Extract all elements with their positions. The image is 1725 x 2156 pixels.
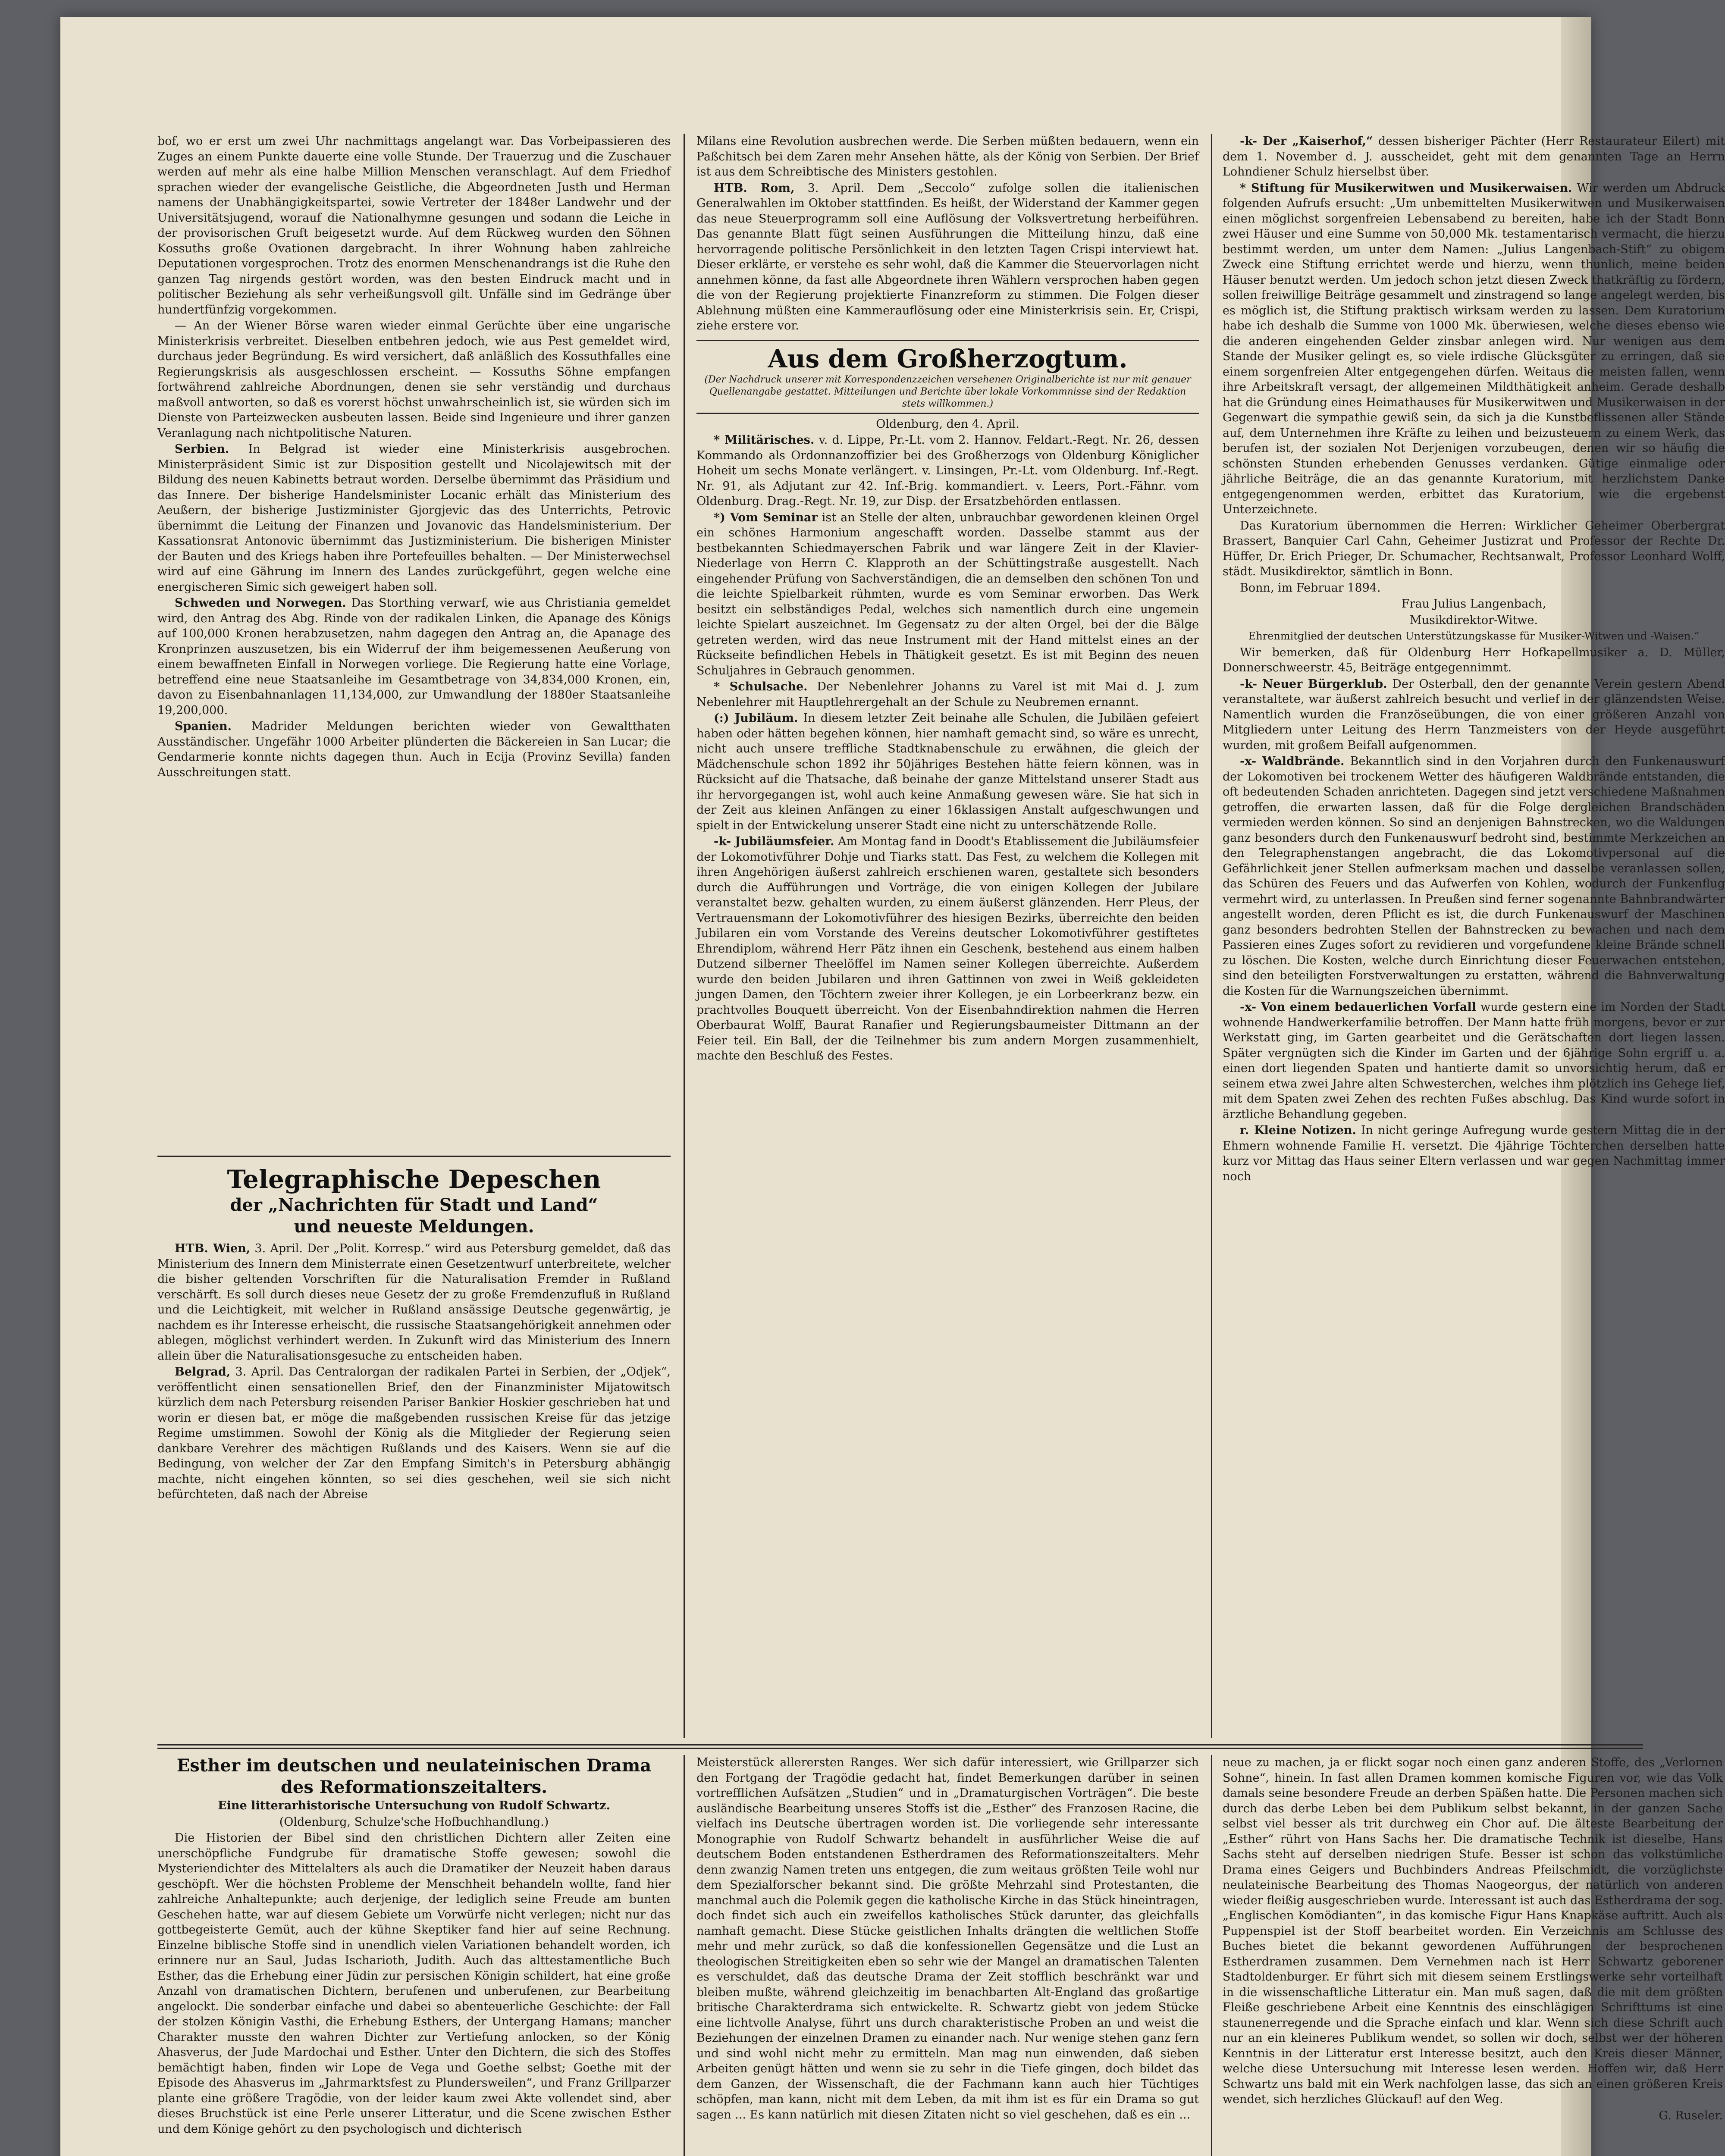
esther-title-2: des Reformationszeitalters. (280, 1777, 548, 1797)
serbien-paragraph (157, 442, 671, 595)
reprint-note: (Der Nachdruck unserer mit Korrespondenzzeichen versehenen Originalberichte ist nur mit genauer Quellenangabe gestattet. Mitteilungen und Berichte über lokale Vorkommnisse sind der Redaktion stets willkommen.) (704, 374, 1191, 409)
grossherzogtum-header (696, 340, 1199, 414)
jubilaeumsfeier-paragraph (696, 834, 1199, 1064)
milans-paragraph: Milans eine Revolution ausbrechen werde. Die Serben müßten bedauern, wenn ein Paßchitsch bei dem Zaren mehr Ansehen hätte, als der König von Serbien. Der Brief ist aus dem Schreibtische des Ministers gestohlen. (696, 135, 1199, 179)
vorfall-paragraph (1223, 1000, 1725, 1122)
dateline: Oldenburg, den 4. April. (876, 417, 1019, 431)
stiftung-signature: Frau Julius Langenbach, (1401, 597, 1546, 611)
esther-paragraph-3: neue zu machen, ja er flickt sogar noch einen ganz anderen Stoffe, des „Verlornen Sohne“, hinein. In fast allen Dramen kommen komische Figuren vor, wie das Volk damals seine besondere Freude an derben Späßen hatte. Die Personen machen sich durch das derbe Leben bei dem Publikum selbst bekannt, in der ganzen Sache selbst viel besser als trit durchweg ein Chor auf. Die älteste Bearbeitung der „Esther“ rührt von Hans Sachs her. Die dramatische Technik ist dieselbe, Hans Sachs steht auf derselben niedrigen Stufe. Besser ist schon das volkstümliche Drama eines Geigers und Buchbinders Andreas Pfeilschmidt, die vorzüglichste neulateinische Bearbeitung des Thomas Naogeorgus, der natürlich von anderen wieder fleißig ausgeschrieben wurde. Interessant ist auch das Estherdrama der sog. „Englischen Komödianten“, in das komische Figur Hans Knapkäse auftritt. Auch als Puppenspiel ist der Stoff bearbeitet worden. Ein Verzeichnis am Schlusse des Buches bietet die bekannt gewordenen Aufführungen der besprochenen Estherdramen zusammen. Dem Vernehmen nach ist Herr Schwartz geborener Stadtoldenburger. Er führt sich mit diesem seinem Erstlingswerke sehr vorteilhaft in die wissenschaftliche Litteratur ein. Man muß sagen, daß die mit dem größten Fleiße geschriebene Arbeit eine Kenntnis des einschlägigen Schrifttums ist eine staunenerregende und die Sprache einfach und klar. Wenn sich diese Schrift auch nur an ein kleineres Publikum wendet, so sollen wir doch, selbst wer der höheren Kenntnis in der Litteratur erst Interesse besitzt, auch den Kreis dieser Männer, welche diese Untersuchung mit Interesse lesen werden. Hoffen wir, daß Herr Schwartz uns bald mit ein Werk nachfolgen lasse, das sich an einen größeren Kreis wendet, sich herzliches Glückauf! auf den Weg. (1223, 1756, 1723, 2106)
esther-column-1 (157, 1755, 671, 2156)
spanien-paragraph (157, 719, 671, 780)
wien-text: 3. April. Der „Polit. Korresp.“ wird aus Petersburg gemeldet, daß das Ministerium des Innern dem Ministerrate einen Gesetzentwurf unterbreitete, welcher die bisher geltenden Vorschriften für die Naturalisation Fremder in Rußland verschärft. Es soll durch dieses neue Gesetz der zu große Fremdenzufluß in Rußland und die Leichtigkeit, mit welcher in Rußland ansässige Deutsche gegenwärtig, je nachdem es ihr Interesse erheischt, die russische Staatsangehörigkeit annehmen oder ablegen, möglichst verhindert werden. In Zukunft wird das Ministerium des Innern allein über die Naturalisationsgesuche zu entscheiden haben. (157, 1242, 671, 1363)
column-rule (684, 1755, 685, 2156)
buergerklub-text: Der Osterball, den der genannte Verein gestern Abend veranstaltete, war äußerst zahlreich besucht und verlief in der glänzendsten Weise. Namentlich wurden die Französeübungen, die von einer größeren Anzahl von Mitgliedern unter Leitung des Herrn Tanzmeisters von der Heyde ausgeführt wurden, mit großem Beifall aufgenommen. (1223, 677, 1725, 752)
kuratorium-paragraph: Das Kuratorium übernommen die Herren: Wirklicher Geheimer Oberbergrat Brassert, Banquier Carl Cahn, Geheimer Justizrat und Professor der Rechte Dr. Hüffer, Dr. Erich Prieger, Dr. Schumacher, Rechtsanwalt, Professor Leonhard Wolff, städt. Musikdirektor, sämtlich in Bonn. (1223, 519, 1725, 578)
telegraph-subtitle-2: und neueste Meldungen. (294, 1216, 534, 1237)
stiftung-paragraph (1223, 181, 1725, 517)
column-rule (684, 134, 685, 1738)
stiftung-heading: * Stiftung für Musikerwitwen und Musikerwaisen. (1240, 181, 1572, 195)
stiftung-date: Bonn, im Februar 1894. (1240, 581, 1381, 595)
waldbraende-heading: -x- Waldbrände. (1240, 755, 1345, 768)
telegraph-title: Telegraphische Depeschen (227, 1165, 601, 1194)
belgrad-text: 3. April. Das Centralorgan der radikalen Partei in Serbien, der „Odjek“, veröffentlicht einen sensationellen Brief, den der Finanzminister Mijatowitsch kürzlich dem nach Petersburg reisenden Pariser Bankier Hoskier geschrieben hat und worin er diesen bat, er möge die maßgebenden russischen Kreise für das jetzige Regime umstimmen. Sowohl der König als die Mitglieder der Regierung seien dankbare Verehrer des mächtigen Rußlands und des Kaisers. Wenn sie auf die Bedingung, von welcher der Zar den Empfang Simitch's in Petersburg abhängig machte, nicht eingehen könnten, so sei dies geschehen, weil sie sich nicht befürchteten, daß nach der Abreise (157, 1365, 671, 1501)
seminar-paragraph (696, 510, 1199, 679)
stiftung-signature-title: Musikdirektor-Witwe. (1409, 613, 1538, 627)
buergerklub-paragraph (1223, 677, 1725, 753)
jubilaeum-text: In diesem letzter Zeit beinahe alle Schulen, die Jubiläen gefeiert haben oder hätten begehen können, hier namhaft gemacht sind, so wäre es unrecht, nicht auch unsere treffliche Stadtknabenschule zu erwähnen, die gleich der Mädchenschule schon 1892 ihr 50jähriges Bestehen hätte feiern können, was in Rücksicht auf die Thatsache, daß beinahe der ganze Mittelstand unserer Stadt aus ihr hervorgegangen ist, wohl auch keine Anmaßung gewesen wäre. Sie hat sich in der Zeit aus kleinen Anfängen zu einer 16klassigen Anstalt aufgeschwungen und spielt in der Entwickelung unserer Stadt eine nicht zu unterschätzende Rolle. (696, 711, 1199, 832)
waldbraende-text: Bekanntlich sind in den Vorjahren durch den Funkenauswurf der Lokomotiven bei trockenem Wetter des häufigeren Waldbrände entstanden, die oft bedeutenden Schaden anrichteten. Dagegen sind jetzt verschiedene Maßnahmen getroffen, die erwarten lassen, daß für die Folge dergleichen Brandschäden vermieden werden können. So sind an denjenigen Bahnstrecken, wo die Waldungen ganz besonders durch den Funkenauswurf bedroht sind, bestimmte Merkzeichen an den Telegraphenstangen angebracht, die das Lokomotivpersonal auf die Gefährlichkeit jener Stellen aufmerksam machen und dasselbe veranlassen sollen, das Schüren des Feuers und das Aufwerfen von Kohlen, wodurch der Funkenflug vermehrt wird, zu unterlassen. In Preußen sind ferner sogenannte Bahnbrandwärter angestellt worden, deren Pflicht es ist, die durch Funkenauswurf der Maschinen ganz besonders bedrohten Stellen der Bahnstrecken zu bewachen und nach dem Passieren eines Zuges sofort zu revidieren und vorgefundene kleine Brände schnell zu löschen. Die Kosten, welche durch Einrichtung dieser Feuerwachen entstehen, sind den beteiligten Forstverwaltungen zu erstatten, während die Bahnverwaltung die Kosten für die Warnungszeichen übernimmt. (1223, 755, 1725, 998)
newspaper-page (60, 17, 1725, 2156)
seminar-text: ist an Stelle der alten, unbrauchbar gewordenen kleinen Orgel ein schönes Harmonium angeschafft worden. Dasselbe stammt aus der bestbekannten Schiedmayerschen Fabrik und war längere Zeit in der Klavier-Niederlage von Herrn C. Klapproth an der Schüttingstraße ausgestellt. Nach eingehender Prüfung von Sachverständigen, die an demselben den schönen Ton und die leichte Spielbarkeit rühmten, wurde es vom Seminar erworben. Das Werk besitzt ein selbständiges Pedal, welches sich namentlich durch eine ungemein leichte Spielart auszeichnet. Im Gegensatz zu der alten Orgel, bei der die Bälge getreten werden, wird das neue Instrument mit der Hand mittelst eines an der Rückseite befindlichen Hebels in Thätigkeit gesetzt. Es ist mit Beginn des neuen Schuljahres in Gebrauch genommen. (696, 511, 1199, 677)
schulsache-heading: * Schulsache. (714, 680, 808, 693)
column-rule (1211, 1755, 1212, 2156)
jubilaeum-paragraph (696, 711, 1199, 833)
schweden-heading: Schweden und Norwegen. (175, 596, 346, 610)
belgrad-heading: Belgrad, (175, 1365, 231, 1379)
serbien-heading: Serbien. (175, 442, 229, 456)
rom-paragraph (696, 181, 1199, 334)
kaiserhof-heading: -k- Der „Kaiserhof,“ (1240, 135, 1373, 148)
column-1 (157, 134, 671, 1143)
esther-signature: G. Ruseler. (1659, 2109, 1723, 2122)
vorfall-text: wurde gestern eine im Norden der Stadt wohnende Handwerkerfamilie betroffen. Der Mann hatte früh morgens, bevor er zur Werkstatt ging, im Garten gearbeitet und die Gerätschaften dort liegen lassen. Später vergnügten sich die Kinder im Garten und der 6jährige Sohn ergriff u. a. einen dort liegenden Spaten und hantierte damit so unvorsichtig herum, daß er seinem etwa zwei Jahre alten Schwesterchen, welches ihm plötzlich ins Gehege lief, mit dem Spaten zwei Zehen des rechten Fußes abschlug. Das Kind wurde sofort in ärztliche Behandlung gegeben. (1223, 1000, 1725, 1121)
telegraph-subtitle-1: der „Nachrichten für Stadt und Land“ (230, 1195, 598, 1215)
feuilleton-rule-top-double (157, 1748, 1643, 1749)
notizen-heading: r. Kleine Notizen. (1240, 1124, 1356, 1137)
jubilaeum-heading: (:) Jubiläum. (714, 711, 798, 725)
spanien-heading: Spanien. (175, 720, 232, 733)
column-rule (1211, 134, 1212, 1738)
separator-line (157, 1156, 671, 1157)
belgrad-paragraph (157, 1364, 671, 1502)
schulsache-paragraph (696, 679, 1199, 710)
militaerisches-text: v. d. Lippe, Pr.-Lt. vom 2. Hannov. Feldart.-Regt. Nr. 26, dessen Kommando als Ordonnanzoffizier bei des Großherzogs von Oldenburg Königlicher Hoheit um sechs Monate verlängert. v. Linsingen, Pr.-Lt. vom Oldenburg. Inf.-Regt. Nr. 91, als Adjutant zur 42. Inf.-Brig. kommandiert. v. Leers, Port.-Fähnr. vom Oldenburg. Drag.-Regt. Nr. 19, zur Disp. der Ersatzbehörden entlassen. (696, 433, 1199, 508)
jubilaeumsfeier-text: Am Montag fand in Doodt's Etablissement die Jubiläumsfeier der Lokomotivführer Dohje und Tiarks statt. Das Fest, zu welchem die Kollegen mit ihren Angehörigen äußerst zahlreich erschienen waren, gestaltete sich besonders durch die Aufführungen und Vorträge, die von einigen Kollegen der Jubilare veranstaltet bezw. gehalten wurden, zu einem äußerst glänzenden. Herr Pleus, der Vertrauensmann der Lokomotivführer des hiesigen Bezirks, überreichte den beiden Jubilaren ein vom Vorstande des Vereins deutscher Lokomotivführer gestiftetes Ehrendiplom, während Herr Pätz ihnen ein Geschenk, bestehend aus einem halben Dutzend silberner Theelöffel im Namen seiner Kollegen überreichte. Außerdem wurde den beiden Jubilaren und ihren Gattinnen von zwei in Weiß gekleideten jungen Damen, den Töchtern zweier ihrer Kollegen, je ein Lorbeerkranz bezw. ein prachtvolles Bouquett überreicht. Von der Eisenbahndirektion nahmen die Herren Oberbaurat Wolff, Baurat Ranafier und Regierungsbaumeister Dittmann an der Feier teil. Ein Ball, der die Teilnehmer bis zum andern Morgen zusammenhielt, machte den Beschluß des Festes. (696, 835, 1199, 1062)
schweden-paragraph (157, 595, 671, 718)
rom-heading: HTB. Rom, (714, 181, 795, 195)
stiftung-signature-note: Ehrenmitglied der deutschen Unterstützungskasse für Musiker-Witwen und -Waisen.“ (1248, 630, 1700, 642)
buergerklub-heading: -k- Neuer Bürgerklub. (1240, 677, 1387, 691)
spanien-text: Madrider Meldungen berichten wieder von Gewaltthaten Ausständischer. Ungefähr 1000 Arbeiter plünderten die Bäckereien in San Lucar; die Gendarmerie konnte nichts dagegen thun. Auch in Ecija (Provinz Sevilla) fanden Ausschreitungen statt. (157, 720, 671, 779)
esther-paragraph-1: Die Historien der Bibel sind den christlichen Dichtern aller Zeiten eine unerschöpfliche Fundgrube für dramatische Stoffe gewesen; sowohl die Mysteriendichter des Mittelalters als auch die Dramatiker der Neuzeit haben daraus geschöpft. Wer die höchsten Probleme der Menschheit behandeln wollte, fand hier zahlreiche Anhaltepunkte; auch derjenige, der lediglich seine Freude am bunten Geschehen hatte, war auf diesem Gebiete um Vorwürfe nicht verlegen; nicht nur das gottbegeisterte Gemüt, auch der kühne Skeptiker fand hier auf seine Rechnung. Einzelne biblische Stoffe sind in unendlich vielen Variationen behandelt worden, ich erinnere nur an Saul, Judas Ischarioth, Judith. Auch das alttestamentliche Buch Esther, das die Erhebung einer Jüdin zur persischen Königin schildert, hat eine große Anzahl von dramatischen Dichtern, berufenen und unberufenen, zur Bearbeitung angelockt. Die sonderbar einfache und dabei so abenteuerliche Geschichte: der Fall der stolzen Königin Vasthi, die Erhebung Esthers, der Untergang Hamans; mancher Charakter musste den wahren Dichter zur Vertiefung anlocken, so der König Ahasverus, der Jude Mardochai und Esther. Unter den Dichtern, die sich des Stoffes bemächtigt haben, finden wir Lope de Vega und Goethe selbst; Goethe mit der Episode des Ahasverus im „Jahrmarktsfest zu Plundersweilen“, und Franz Grillparzer plante eine größere Tragödie, von der leider kaum zwei Akte vollendet sind, aber dieses Bruchstück ist eine Perle unserer Litteratur, und die Scene zwischen Esther und dem Könige gehört zu den psychologisch und dichterisch (157, 1831, 671, 2136)
stiftung-remark: Wir bemerken, daß für Oldenburg Herr Hofkapellmusiker a. D. Müller, Donnerschweerstr. 45, Beiträge entgegennimmt. (1223, 646, 1725, 674)
kossuth-paragraph: bof, wo er erst um zwei Uhr nachmittags angelangt war. Das Vorbeipassieren des Zuges an einem Punkte dauerte eine volle Stunde. Der Trauerzug und die Zuschauer werden auf mehr als eine halbe Million Menschen veranschlagt. Auf dem Friedhof sprachen wieder der evangelische Geistliche, die Abgeordneten Justh und Herman namens der Unabhängigkeitspartei, sowie Vertreter der 1848er Landwehr und der Universitätsjugend, worauf die Nationalhymne gesungen und sodann die Leiche in der provisorischen Gruft beigesetzt wurde. Auf dem Rückweg wurden den Söhnen Kossuths große Ovationen dargebracht. In ihrer Wohnung haben zahlreiche Deputationen vorgesprochen. Trotz des enormen Menschenandrangs ist die Ruhe den ganzen Tag nirgends gestört worden, was den besten Eindruck macht und in politischer Beziehung als sehr verheißungsvoll gilt. Unfälle sind im Gedränge über hundertfünfzig vorgekommen. (157, 135, 671, 317)
vorfall-heading: -x- Von einem bedauerlichen Vorfall (1240, 1000, 1476, 1014)
feuilleton-rule-top (157, 1744, 1643, 1745)
telegraph-section (157, 1164, 671, 1738)
waldbraende-paragraph (1223, 754, 1725, 999)
esther-title-1: Esther im deutschen und neulateinischen Drama (176, 1755, 652, 1776)
esther-publisher: (Oldenburg, Schulze'sche Hofbuchhandlung.) (279, 1815, 549, 1829)
esther-subtitle: Eine litterarhistorische Untersuchung von Rudolf Schwartz. (218, 1799, 610, 1812)
wien-paragraph (157, 1241, 671, 1363)
notizen-text: In nicht geringe Aufregung wurde gestern Mittag die in der Ehmern wohnende Familie H. versetzt. Die 4jährige Töchterchen derselben hatte kurz vor Mittag das Haus seiner Eltern verlassen und war gegen Nachmittag immer noch (1223, 1124, 1725, 1183)
jubilaeumsfeier-heading: -k- Jubiläumsfeier. (714, 835, 834, 848)
militaerisches-paragraph (696, 432, 1199, 509)
schulsache-text: Der Nebenlehrer Johanns zu Varel ist mit Mai d. J. zum Nebenlehrer mit Hauptlehrergehalt an der Schule zu Neubremen ernannt. (696, 680, 1199, 709)
notizen-paragraph (1223, 1123, 1725, 1184)
serbien-text: In Belgrad ist wieder eine Ministerkrisis ausgebrochen. Ministerpräsident Simic ist zur Disposition gestellt und Nicolajewitsch mit der Bildung des neuen Kabinetts betraut worden. Derselbe übernimmt das Präsidium und das Innere. Der bisherige Handelsminister Locanic erhält das Ministerium des Aeußern, der bisherige Justizminister Gjorgjevic das des Unterrichts, Petrovic übernimmt die Leitung der Finanzen und Jovanovic das Handelsministerium. Der Kassationsrat Antonovic übernimmt das Justizministerium. Die bisherigen Minister der Bauten und des Kriegs haben ihre Portefeuilles behalten. — Der Ministerwechsel wird auf eine Gährung im Innern des Landes zurückgeführt, gegen welche eine energischeren Simic sich geweigert haben soll. (157, 442, 671, 594)
esther-paragraph-2: Meisterstück allerersten Ranges. Wer sich dafür interessiert, wie Grillparzer sich den Fortgang der Tragödie gedacht hat, findet Bemerkungen darüber in seinen vortrefflichen Aufsätzen „Studien“ und in „Dramaturgischen Vorträgen“. Die beste ausländische Bearbeitung unseres Stoffs ist die „Esther“ des Franzosen Racine, die vielfach ins Deutsche übertragen worden ist. Die vorliegende sehr interessante Monographie von Rudolf Schwartz behandelt in ausführlicher Weise die auf deutschem Boden entstandenen Estherdramen des Reformationszeitalters. Mehr denn zwanzig Namen treten uns entgegen, die zum weitaus größten Teile wohl nur dem Spezialforscher bekannt sind. Die größte Mehrzahl sind Protestanten, die manchmal auch die Polemik gegen die katholische Kirche in das Stück hineintragen, doch findet sich auch ein zweifellos katholisches Stück darunter, das gleichfalls namhaft gemacht. Diese Stücke geistlichen Inhalts drängten die weltlichen Stoffe mehr und mehr zurück, so daß die konfessionellen Gegensätze und die Lust an theologischen Streitigkeiten eben so sehr wie der Mangel an dramatischen Talenten es verschuldet, daß das deutsche Drama der Zeit stofflich beschränkt war und bleiben mußte, während gleichzeitig im benachbarten Alt-England das großartige britische Charakterdrama sich entwickelte. R. Schwartz giebt von jedem Stücke eine lichtvolle Analyse, führt uns durch charakteristische Proben an und weist die Beziehungen der einzelnen Dramen zu einander nach. Nur wenige stehen ganz fern und sind wohl nicht mehr zu ermitteln. Man mag nun einwenden, daß sieben Arbeiten genügt hätten und wenn sie zu sehr in die Tiefe gingen, doch bildet das dem Ganzen, der Wissenschaft, die der Fachmann kann auch hier Tüchtiges schöpfen, man kann, nicht mit dem Leben, da mit ihm ist es für ein Drama so gut sagen ... Es kann natürlich mit diesen Zitaten nicht so viel geschehen, daß es ein ... (696, 1756, 1199, 2122)
esther-column-3 (1223, 1755, 1723, 2156)
boerse-paragraph: — An der Wiener Börse waren wieder einmal Gerüchte über eine ungarische Ministerkrisis verbreitet. Dieselben entbehren jedoch, wie aus Pest gemeldet wird, durchaus jeder Begründung. Es wird versichert, daß anläßlich des Kossuthfalles eine Regierungskrisis als ausgeschlossen erscheint. — Kossuths Söhne empfangen fortwährend zahlreiche Abordnungen, denen sie sehr verständig und durchaus maßvoll antworten, so daß es vorerst höchst unwahrscheinlich ist, sie würden sich im Dienste von Parteizwecken ausbeuten lassen. Beide sind Ingenieure und ihrer ganzen Veranlagung nach nichtpolitische Naturen. (157, 319, 671, 440)
kaiserhof-text: dessen bisheriger Pächter (Herr Restaurateur Eilert) mit dem 1. November d. J. ausscheidet, geht mit dem genannten Tage an Herrn Lohndiener Schulz hierselbst über. (1223, 135, 1725, 179)
schweden-text: Das Storthing verwarf, wie aus Christiania gemeldet wird, den Antrag des Abg. Rinde von der radikalen Linken, die Apanage des Königs auf 100,000 Kronen herabzusetzen, nahm dagegen den Antrag an, die Apanage des Kronprinzen auszusetzen, bis ein Widerruf der ihm beigemessenen Aeußerung von einem bewaffneten Einfall in Norwegen vorliege. Die Regierung hatte eine Vorlage, betreffend eine neue Staatsanleihe im Gesamtbetrage von 34,834,000 Kronen, ein, davon zu Eisenbahnanlagen 11,134,000, zur Umwandlung der 1880er Staatsanleihe 19,200,000. (157, 596, 671, 717)
rom-text: 3. April. Dem „Seccolo“ zufolge sollen die italienischen Generalwahlen im Oktober stattfinden. Es heißt, der Widerstand der Kammer gegen das neue Steuerprogramm soll eine Auflösung der Volksvertretung herbeiführen. Das genannte Blatt fügt seinen Ausführungen die Mitteilung hinzu, daß eine hervorragende politische Persönlichkeit in den letzten Tagen Crispi interviewt hat. Dieser erklärte, er verstehe es sehr wohl, daß die Kammer die Steuervorlagen nicht annehmen könne, da fast alle Abgeordnete ihren Wählern versprochen haben gegen die von der Regierung projektierte Finanzreform zu stimmen. Die Folgen dieser Ablehnung müßten eine Kammerauflösung oder eine Ministerkrisis sein. Er, Crispi, ziehe erstere vor. (696, 181, 1199, 332)
seminar-heading: *) Vom Seminar (714, 511, 818, 524)
column-3 (1223, 134, 1725, 1738)
kaiserhof-paragraph (1223, 134, 1725, 180)
stiftung-text: Wir werden um Abdruck folgenden Aufrufs ersucht: „Um unbemittelten Musikerwitwen und Musikerwaisen einen möglichst sorgenfreien Lebensabend zu bereiten, habe ich der Stadt Bonn zwei Häuser und eine Summe von 50,000 Mk. testamentarisch vermacht, die hierzu bestimmt werden, um unter dem Namen: „Julius Langenbach-Stift“ zu obigem Zweck eine Stiftung errichtet werde und hierzu, wenn thunlich, meine beiden Häuser benutzt werden. Um jedoch schon jetzt diesen Zweck thatkräftig zu fördern, sollen freiwillige Beiträge gesammelt und zinstragend so lange angelegt werden, bis es möglich ist, die Stiftung praktisch wirksam werden zu lassen. Dem Kuratorium habe ich deshalb die Summe von 1000 Mk. überwiesen, welche dieses ebenso wie die anderen eingehenden Gelder zinsbar anlegen wird. Nur wenigen aus dem Stande der Musiker gelingt es, so viele irdische Glücksgüter zu erringen, daß sie einem sorgenfreien Alter entgegengehen dürfen. Weitaus die meisten fallen, wenn ihre Arbeitskraft versagt, der allgemeinen Mildthätigkeit anheim. Gerade deshalb hat die Gründung eines Heimathauses für Musikerwitwen und Musikerwaisen in der Gegenwart die sympathie gewiß sein, da sich ja die Kunstbeflissenen aller Stände auf, dem Unternehmen ihre Kräfte zu leihen und beizusteuern zu einem Werk, das berufen ist, der sozialen Not Derjenigen vorzubeugen, denen wir so häufig die schönsten Stunden erhebenden Genusses verdanken. Gütige einmalige oder jährliche Beiträge, die an das genannte Kuratorium, mit herzlichstem Danke entgegengenommen werden, erbittet das Kuratorium, wie die ergebenst Unterzeichnete. (1223, 181, 1725, 516)
column-2 (696, 134, 1199, 1738)
militaerisches-heading: * Militärisches. (714, 433, 815, 447)
esther-column-2 (696, 1755, 1199, 2156)
grossherzogtum-title: Aus dem Großherzogtum. (768, 344, 1128, 373)
wien-heading: HTB. Wien, (175, 1242, 251, 1255)
